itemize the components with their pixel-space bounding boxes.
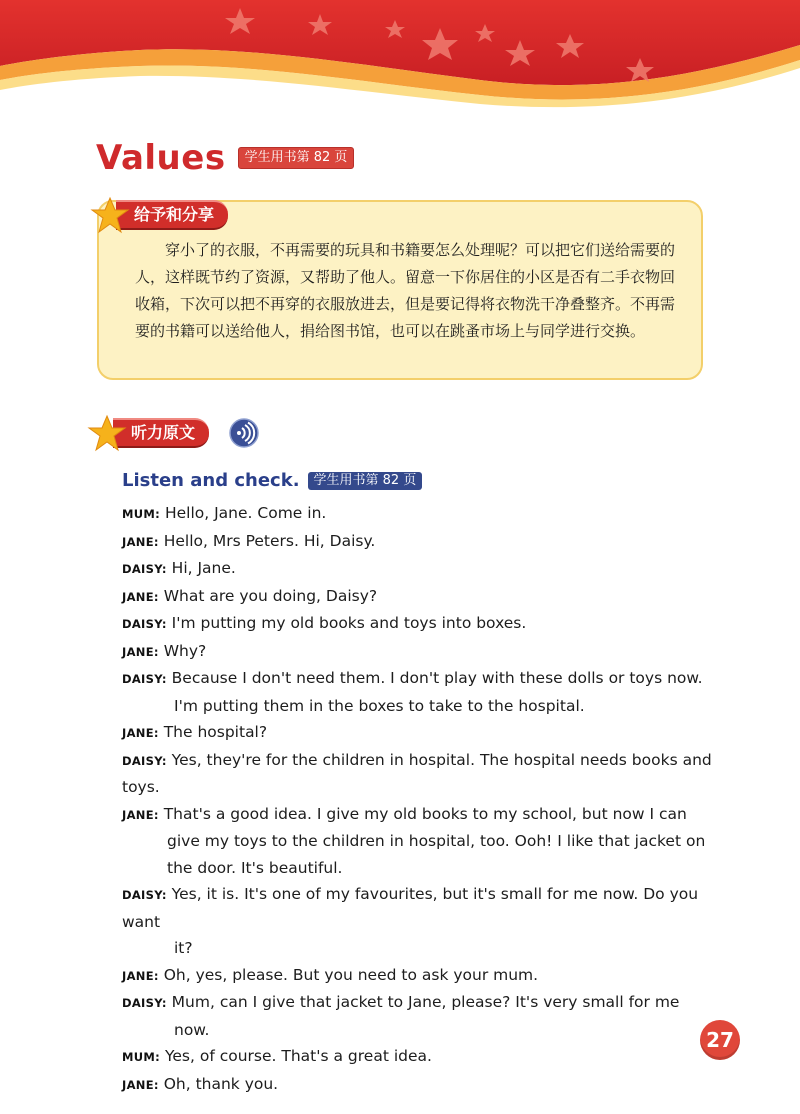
banner-wave bbox=[0, 0, 800, 110]
speaker-label: JANE: bbox=[122, 589, 159, 604]
values-title: Values bbox=[96, 138, 226, 178]
dialogue-line bbox=[122, 719, 722, 747]
dialogue-line bbox=[122, 555, 722, 583]
dialogue-line bbox=[122, 962, 722, 990]
info-text: 穿小了的衣服，不再需要的玩具和书籍要怎么处理呢？可以把它们送给需要的人，这样既节约了资源，又帮助了他人。留意一下你居住的小区是否有二手衣物回收箱，下次可以把不再穿的衣服放进去，但是要记得将衣物洗干净叠整齐。不再需要的书籍可以送给他人，捐给图书馆，也可以在跳蚤市场上与同学进行交换。 bbox=[135, 241, 676, 340]
values-header bbox=[96, 138, 354, 178]
dialogue-text: Oh, yes, please. But you need to ask your mum. bbox=[163, 965, 539, 984]
dialogue-text: Hi, Jane. bbox=[171, 559, 236, 577]
dialogue-text: Because I don't need them. I don't play with these dolls or toys now. bbox=[171, 669, 703, 687]
dialogue-line bbox=[122, 881, 722, 935]
dialogue-text: I'm putting my old books and toys into boxes. bbox=[171, 614, 527, 632]
listen-title: Listen and check. bbox=[122, 470, 300, 491]
dialogue-text: Yes, of course. That's a great idea. bbox=[164, 1047, 432, 1065]
speaker-label: JANE: bbox=[122, 968, 159, 983]
speaker-label: DAISY: bbox=[122, 753, 167, 768]
star-icon bbox=[90, 196, 130, 236]
dialogue-line bbox=[122, 989, 722, 1017]
speaker-label: JANE: bbox=[122, 726, 159, 740]
listen-header bbox=[122, 470, 422, 491]
dialogue-line bbox=[122, 1043, 722, 1071]
speaker-label: DAISY: bbox=[122, 996, 167, 1010]
speaker-label: MUM: bbox=[122, 507, 161, 521]
dialogue-line bbox=[122, 500, 722, 528]
speaker-label: DAISY: bbox=[122, 617, 167, 631]
dialogue-line bbox=[122, 801, 722, 829]
dialogue-continuation: give my toys to the children in hospital, too. Ooh! I like that jacket on bbox=[167, 832, 706, 850]
dialogue-line bbox=[122, 610, 722, 638]
speaker-label: JANE: bbox=[122, 534, 159, 549]
audio-icon[interactable] bbox=[229, 418, 259, 448]
dialogue-text: Mum, can I give that jacket to Jane, please? It's very small for me bbox=[171, 993, 680, 1011]
speaker-label: JANE: bbox=[122, 1077, 159, 1092]
section-tag-label: 听力原文 bbox=[113, 418, 209, 448]
listen-ref-badge: 学生用书第 82 页 bbox=[308, 472, 423, 490]
dialogue-text: Yes, it is. It's one of my favourites, but it's small for me now. Do you want bbox=[122, 885, 699, 931]
dialogue-text: What are you doing, Daisy? bbox=[163, 586, 378, 605]
star-icon bbox=[87, 414, 127, 454]
page-number: 27 bbox=[700, 1020, 740, 1060]
section-tag-listening bbox=[87, 418, 209, 448]
speaker-label: JANE: bbox=[122, 644, 159, 659]
dialogue-line bbox=[122, 747, 722, 801]
dialogue-line bbox=[122, 528, 722, 556]
dialogue-text: The hospital? bbox=[163, 723, 268, 741]
dialogue-line bbox=[122, 638, 722, 666]
dialogue bbox=[122, 500, 722, 1098]
dialogue-line bbox=[122, 583, 722, 611]
dialogue-continuation: it? bbox=[174, 939, 193, 957]
dialogue-line bbox=[122, 665, 722, 693]
dialogue-text: Hello, Jane. Come in. bbox=[164, 504, 327, 522]
dialogue-text: Yes, they're for the children in hospital. The hospital needs books and toys. bbox=[122, 750, 712, 796]
dialogue-continuation: now. bbox=[174, 1020, 210, 1039]
speaker-label: DAISY: bbox=[122, 888, 167, 902]
speaker-label: DAISY: bbox=[122, 562, 167, 576]
dialogue-continuation: I'm putting them in the boxes to take to the hospital. bbox=[174, 696, 585, 715]
speaker-label: DAISY: bbox=[122, 672, 167, 686]
speaker-label: JANE: bbox=[122, 807, 159, 822]
dialogue-text: That's a good idea. I give my old books to my school, but now I can bbox=[163, 804, 687, 823]
dialogue-text: Hello, Mrs Peters. Hi, Daisy. bbox=[163, 531, 376, 550]
dialogue-text: Oh, thank you. bbox=[163, 1074, 279, 1093]
section-tag-giving bbox=[90, 200, 228, 230]
values-ref-badge: 学生用书第 82 页 bbox=[238, 147, 355, 169]
speaker-label: MUM: bbox=[122, 1050, 161, 1064]
dialogue-text: Why? bbox=[163, 641, 207, 660]
top-banner bbox=[0, 0, 800, 110]
dialogue-line bbox=[122, 1071, 722, 1099]
section-tag-label: 给予和分享 bbox=[116, 200, 228, 230]
dialogue-continuation: the door. It's beautiful. bbox=[167, 858, 343, 877]
